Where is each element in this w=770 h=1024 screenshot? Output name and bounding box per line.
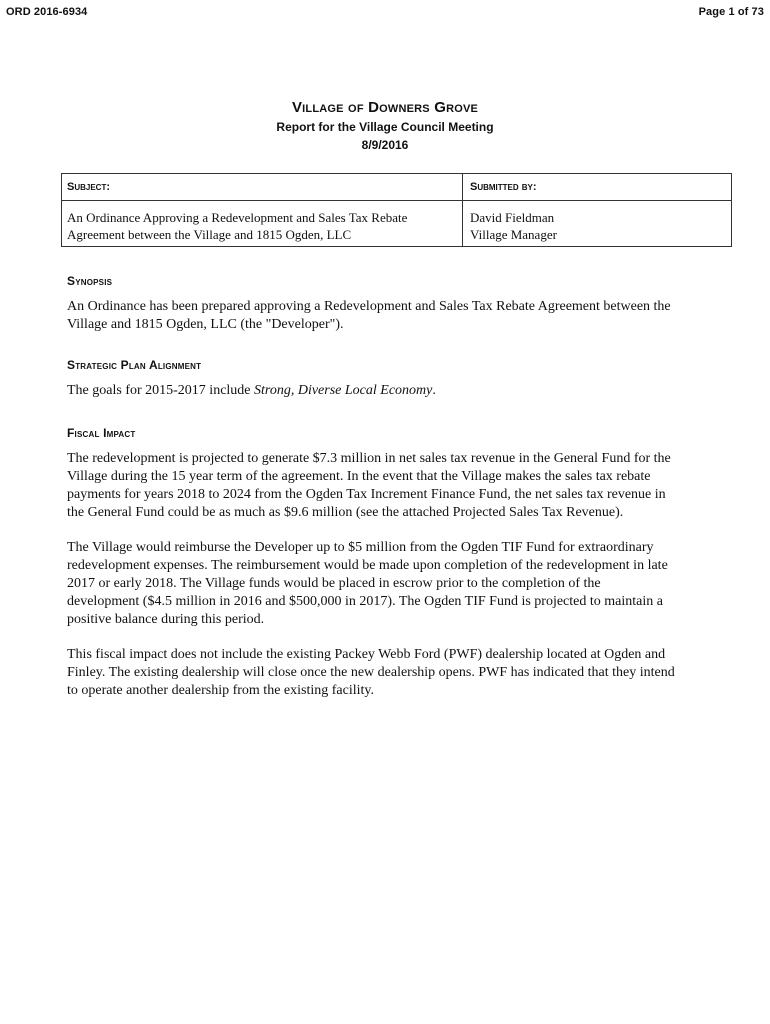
text-line: Village and 1815 Ogden, LLC (the "Developer"). xyxy=(67,317,344,332)
text-line: The redevelopment is projected to generate $7.3 million in net sales tax revenue in the General Fund for the xyxy=(67,451,671,466)
document-subtitle: Report for the Village Council Meeting xyxy=(276,120,494,134)
document-id: ORD 2016-6934 xyxy=(6,6,88,18)
text-line: Village during the 15 year term of the agreement. In the event that the Village makes the sales tax rebate xyxy=(67,469,651,484)
document-title: Village of Downers Grove xyxy=(291,99,479,116)
subject-value xyxy=(67,209,407,243)
meeting-date: 8/9/2016 xyxy=(361,138,409,152)
strategic-plan-heading: Strategic Plan Alignment xyxy=(67,358,202,372)
text-line: payments for years 2018 to 2024 from the Ogden Tax Increment Finance Fund, the net sales tax revenue in xyxy=(67,487,666,502)
synopsis-heading: Synopsis xyxy=(67,274,113,288)
fiscal-paragraph-1 xyxy=(67,450,735,522)
subject-table xyxy=(61,173,732,247)
fiscal-impact-heading: Fiscal Impact xyxy=(67,426,136,440)
text-line: development ($4.5 million in 2016 and $500,000 in 2017). The Ogden TIF Fund is projected to maintain a xyxy=(67,594,663,609)
subject-line: An Ordinance Approving a Redevelopment and Sales Tax Rebate xyxy=(67,210,408,225)
synopsis-text xyxy=(67,298,735,334)
page-number: Page 1 of 73 xyxy=(698,6,764,18)
subject-label: Subject: xyxy=(67,181,111,193)
table-header-row xyxy=(62,174,731,201)
submitter-name: David Fieldman xyxy=(470,210,555,225)
fiscal-paragraph-3 xyxy=(67,646,735,700)
fiscal-paragraph-2 xyxy=(67,539,735,629)
text-line: the General Fund could be as much as $9.6 million (see the attached Projected Sales Tax Revenue). xyxy=(67,505,624,520)
goals-suffix: . xyxy=(432,383,436,398)
text-line xyxy=(67,382,735,400)
table-divider xyxy=(462,174,463,246)
submitted-by-value xyxy=(470,209,557,243)
strategic-plan-text xyxy=(67,382,735,400)
submitter-title: Village Manager xyxy=(470,227,557,242)
text-line: positive balance during this period. xyxy=(67,612,265,627)
text-line: redevelopment expenses. The reimbursement would be made upon completion of the redevelopment in late xyxy=(67,558,668,573)
goals-emphasis: Strong, Diverse Local Economy xyxy=(254,383,433,398)
goals-prefix: The goals for 2015-2017 include xyxy=(67,383,255,398)
text-line: An Ordinance has been prepared approving a Redevelopment and Sales Tax Rebate Agreement between the xyxy=(67,299,671,314)
text-line: 2017 or early 2018. The Village funds would be placed in escrow prior to the completion of the xyxy=(67,576,601,591)
submitted-by-label: Submitted by: xyxy=(470,181,537,193)
subject-line: Agreement between the Village and 1815 Ogden, LLC xyxy=(67,227,352,242)
text-line: Finley. The existing dealership will close once the new dealership opens. PWF has indicated that they intend xyxy=(67,665,675,680)
text-line: to operate another dealership from the existing facility. xyxy=(67,683,374,698)
text-line: The Village would reimburse the Developer up to $5 million from the Ogden TIF Fund for extraordinary xyxy=(67,540,654,555)
text-line: This fiscal impact does not include the existing Packey Webb Ford (PWF) dealership located at Ogden and xyxy=(67,647,666,662)
